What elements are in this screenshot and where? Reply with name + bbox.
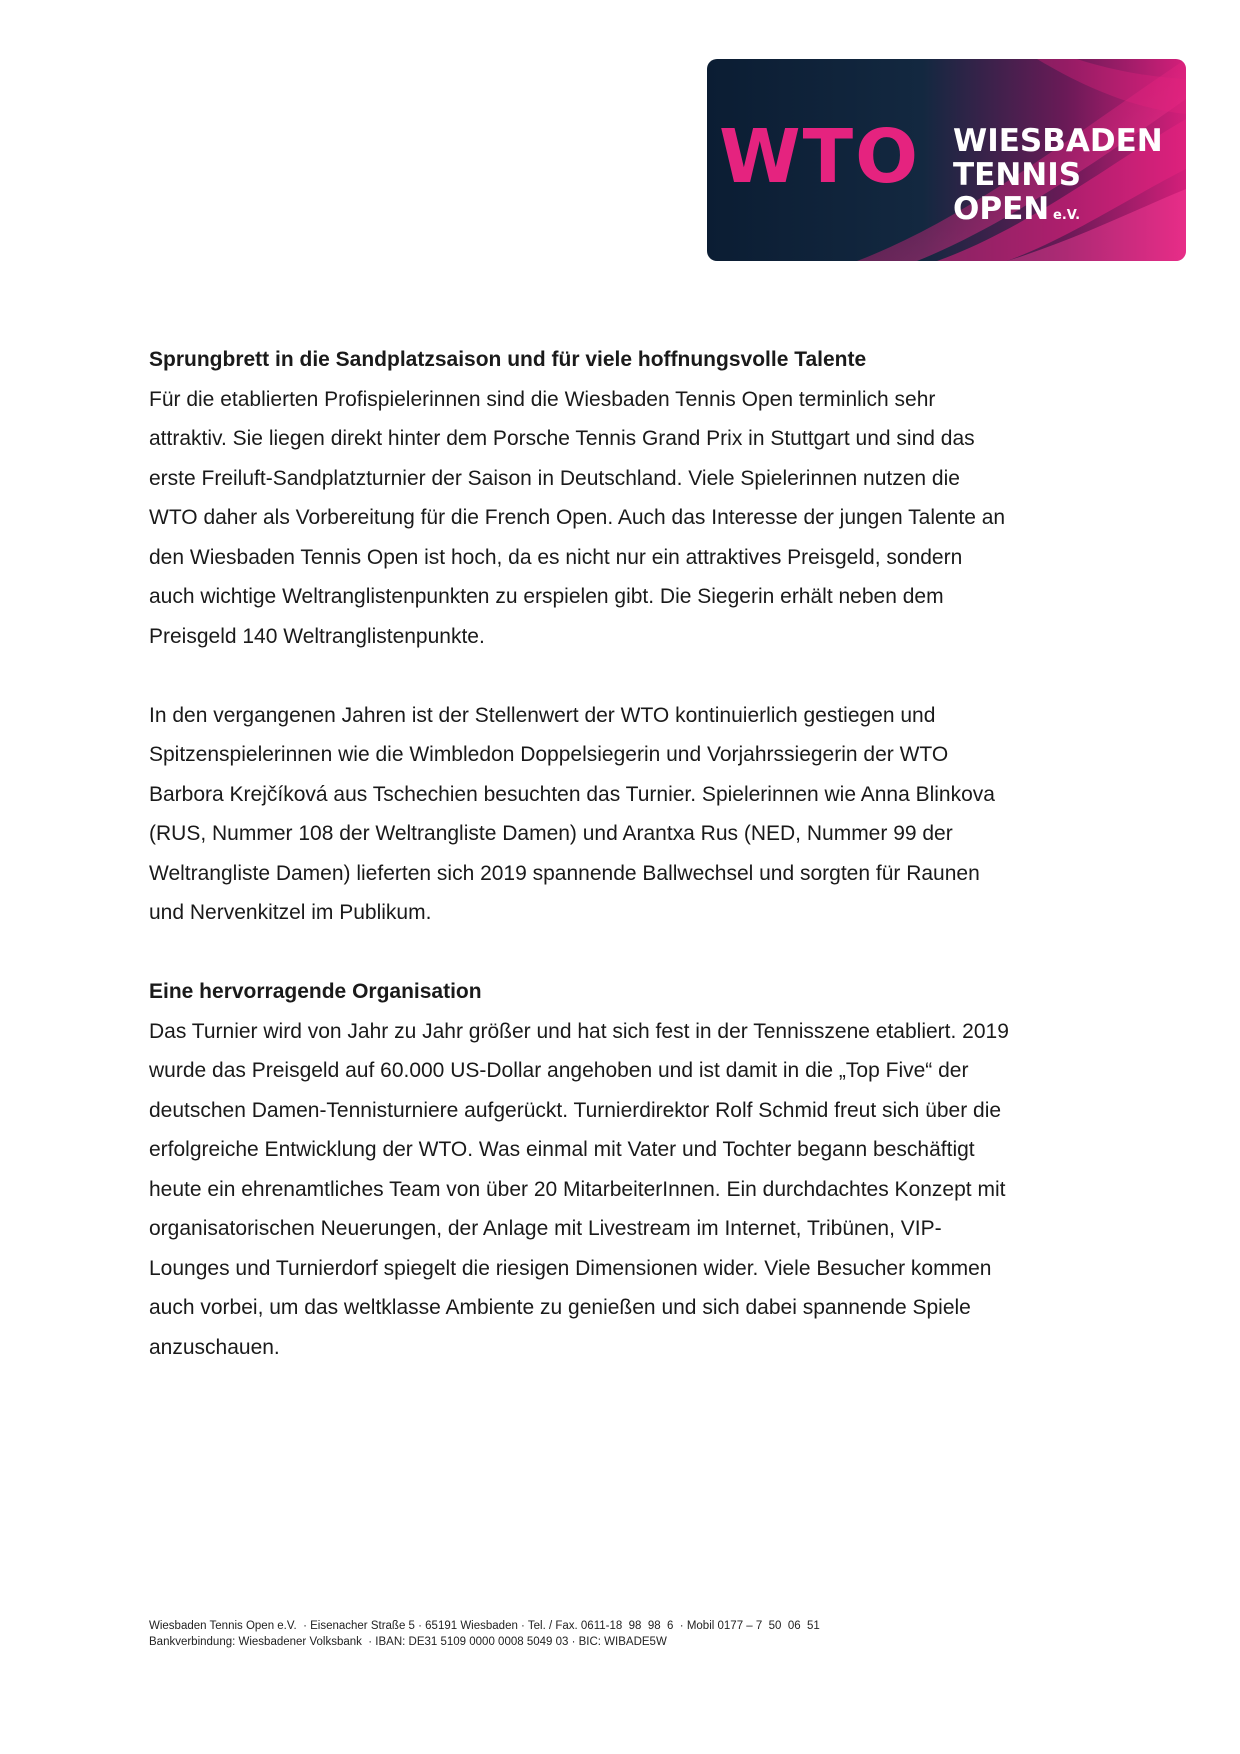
text-line: Lounges und Turnierdorf spiegelt die riesigen Dimensionen wider. Viele Besucher kommen xyxy=(149,1256,992,1280)
logo-suffix: e.V. xyxy=(1053,208,1081,223)
text-line: (RUS, Nummer 108 der Weltrangliste Damen) und Arantxa Rus (NED, Nummer 99 der xyxy=(149,822,953,845)
text-line: auch wichtige Weltranglistenpunkten zu erspielen gibt. Die Siegerin erhält neben dem xyxy=(149,585,944,608)
text-line: wurde das Preisgeld auf 60.000 US-Dollar angehoben und ist damit in die „Top Five“ der xyxy=(149,1059,969,1082)
text-line: Weltrangliste Damen) lieferten sich 2019 spannende Ballwechsel und sorgten für Raunen xyxy=(149,861,980,885)
text-line: auch vorbei, um das weltklasse Ambiente zu genießen und sich dabei spannende Spiele xyxy=(149,1296,971,1319)
logo-line2: TENNIS xyxy=(953,157,1082,193)
text-line: In den vergangenen Jahren ist der Stellenwert der WTO kontinuierlich gestiegen und xyxy=(149,703,936,727)
wto-logo xyxy=(707,59,1186,261)
logo-monogram: WTO xyxy=(719,114,921,200)
text-line: Für die etablierten Profispielerinnen sind die Wiesbaden Tennis Open terminlich sehr xyxy=(149,387,936,411)
text-line: organisatorischen Neuerungen, der Anlage mit Livestream im Internet, Tribünen, VIP- xyxy=(149,1217,942,1240)
footer-address: Wiesbaden Tennis Open e.V. · Eisenacher Straße 5 · 65191 Wiesbaden · Tel. / Fax. 0611-18 98 98 6 · Mobil 0177 – 7 50 06 51 xyxy=(149,1620,820,1632)
text-line: und Nervenkitzel im Publikum. xyxy=(149,901,432,924)
text-line: heute ein ehrenamtliches Team von über 20 MitarbeiterInnen. Ein durchdachtes Konzept mit xyxy=(149,1177,1006,1201)
logo-graphic xyxy=(707,59,1186,261)
text-line: Das Turnier wird von Jahr zu Jahr größer und hat sich fest in der Tennisszene etabliert. 2019 xyxy=(149,1019,1009,1043)
text-line: Preisgeld 140 Weltranglistenpunkte. xyxy=(149,624,485,648)
paragraph-sprungbrett xyxy=(149,380,1109,657)
text-line: den Wiesbaden Tennis Open ist hoch, da es nicht nur ein attraktives Preisgeld, sondern xyxy=(149,545,963,569)
logo-line3: OPEN xyxy=(953,191,1050,227)
footer xyxy=(149,1618,820,1650)
section-heading-sprungbrett: Sprungbrett in die Sandplatzsaison und für viele hoffnungsvolle Talente xyxy=(149,348,867,371)
footer-bank: Bankverbindung: Wiesbadener Volksbank · IBAN: DE31 5109 0000 0008 5049 03 · BIC: WIBADE5W xyxy=(149,1636,667,1648)
section-heading-organisation: Eine hervorragende Organisation xyxy=(149,980,482,1003)
text-line: anzuschauen. xyxy=(149,1335,280,1359)
text-line: Spitzenspielerinnen wie die Wimbledon Doppelsiegerin und Vorjahrssiegerin der WTO xyxy=(149,743,949,766)
text-line: erste Freiluft-Sandplatzturnier der Saison in Deutschland. Viele Spielerinnen nutzen die xyxy=(149,466,960,490)
document-body xyxy=(149,340,1109,1367)
logo-line1: WIESBADEN xyxy=(953,123,1163,159)
text-line: deutschen Damen-Tennisturniere aufgerückt. Turnierdirektor Rolf Schmid freut sich über die xyxy=(149,1098,1002,1122)
text-line: erfolgreiche Entwicklung der WTO. Was einmal mit Vater und Tochter begann beschäftigt xyxy=(149,1138,975,1161)
text-line: WTO daher als Vorbereitung für die French Open. Auch das Interesse der jungen Talente an xyxy=(149,506,1006,529)
text-line: attraktiv. Sie liegen direkt hinter dem Porsche Tennis Grand Prix in Stuttgart und sind das xyxy=(149,427,975,450)
text-line: Barbora Krejčíková aus Tschechien besuchten das Turnier. Spielerinnen wie Anna Blinkova xyxy=(149,782,995,806)
paragraph-stellenwert xyxy=(149,696,1109,933)
paragraph-organisation xyxy=(149,1012,1109,1368)
